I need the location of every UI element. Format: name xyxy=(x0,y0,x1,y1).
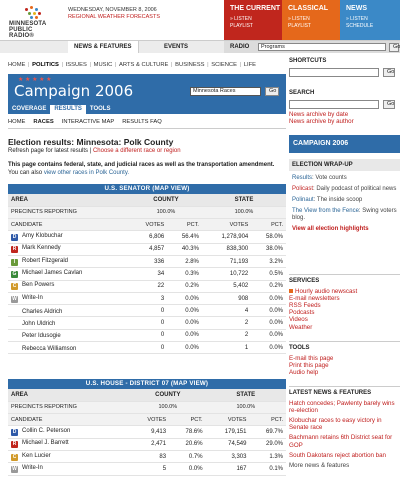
party-badge-icon xyxy=(11,344,18,351)
party-badge-icon: R xyxy=(12,246,17,253)
votes-header: VOTES xyxy=(202,219,251,231)
table-row xyxy=(8,219,286,231)
logo-text-line1: MINNESOTA xyxy=(9,21,47,27)
stream-title: CLASSICAL xyxy=(288,5,329,12)
choose-race-link[interactable]: Choose a different race or region xyxy=(92,148,181,154)
tools-link[interactable] xyxy=(289,362,400,369)
services-heading: SERVICES xyxy=(289,274,400,285)
state-pct: 0.0% xyxy=(251,305,286,317)
state-header: STATE xyxy=(202,194,286,206)
county-votes: 4,857 xyxy=(130,243,167,255)
candidate-name-cell xyxy=(8,463,130,475)
wrapup-text: : Vote counts xyxy=(312,175,347,181)
secnav-separator: | xyxy=(59,62,65,68)
state-votes: 2 xyxy=(202,317,251,329)
radio-label: RADIO xyxy=(230,44,250,50)
county-votes: 5 xyxy=(130,463,169,475)
county-votes: 22 xyxy=(130,280,167,292)
county-pct: 0.0% xyxy=(167,329,202,341)
county-votes: 3 xyxy=(130,292,167,304)
audio-icon xyxy=(289,289,293,293)
party-badge-icon: G xyxy=(12,270,17,277)
candidate-name-cell xyxy=(8,450,130,462)
county-pct: 78.6% xyxy=(169,426,205,438)
area-header: AREA xyxy=(8,389,130,401)
area-header: AREA xyxy=(8,194,130,206)
county-votes: 0 xyxy=(130,317,167,329)
races-select[interactable]: Minnesota Races xyxy=(190,87,261,96)
stream-news xyxy=(340,0,400,40)
subnav-interactive-map[interactable]: INTERACTIVE MAP xyxy=(61,119,115,125)
county-pct: 0.3% xyxy=(167,268,202,280)
secnav-item-politics[interactable]: POLITICS xyxy=(32,62,59,68)
candidate-name: Ben Powers xyxy=(22,282,55,289)
tools-link[interactable] xyxy=(289,355,400,362)
table-row xyxy=(8,414,286,426)
precincts-county: 100.0% xyxy=(130,206,202,218)
candidate-header: CANDIDATE xyxy=(8,219,130,231)
candidate-name: Write-In xyxy=(22,294,43,301)
race-title-link[interactable]: U.S. SENATOR (MAP VIEW) xyxy=(8,184,286,194)
candidate-name-cell xyxy=(8,243,130,255)
wrapup-link[interactable]: Results xyxy=(292,175,313,181)
state-pct: 0.2% xyxy=(251,280,286,292)
state-header: STATE xyxy=(206,389,286,401)
secnav-separator: | xyxy=(87,62,93,68)
party-badge-icon: W xyxy=(12,465,17,472)
precincts-label: PRECINCTS REPORTING xyxy=(8,206,130,218)
archive-by-author-link[interactable]: News archive by author xyxy=(289,118,354,126)
candidate-name: Charles Aldrich xyxy=(22,308,63,315)
candidate-name: Michael J. Barrett xyxy=(22,440,69,447)
candidate-name: John Uldrich xyxy=(22,321,56,328)
table-row xyxy=(8,438,286,450)
mpr-logo[interactable] xyxy=(9,6,59,39)
tab-tools[interactable]: TOOLS xyxy=(89,106,111,112)
results-subnav xyxy=(8,119,286,129)
wrapup-link[interactable]: Policast xyxy=(292,186,314,192)
candidate-name: Peter Idusogie xyxy=(22,333,61,340)
county-votes: 0 xyxy=(130,329,167,341)
latest-news-list xyxy=(289,400,400,459)
nav-events[interactable]: EVENTS xyxy=(164,44,189,50)
banner-title: Campaign 2006 xyxy=(14,82,134,100)
services-label: Videos xyxy=(289,316,308,324)
party-badge-icon: R xyxy=(12,441,17,448)
search-input[interactable] xyxy=(289,100,379,109)
candidate-name: Rebecca Williamson xyxy=(22,345,77,352)
county-header: COUNTY xyxy=(130,389,206,401)
secnav-separator: | xyxy=(169,62,175,68)
county-votes: 34 xyxy=(130,268,167,280)
candidate-name-cell xyxy=(8,342,130,354)
refresh-text: Refresh page for latest results xyxy=(8,148,89,154)
table-row xyxy=(8,305,286,317)
party-badge-icon: W xyxy=(12,295,17,302)
candidate-name-cell xyxy=(8,292,130,304)
latest-news-item[interactable]: Hatch concedes; Pawlenty barely wins re-election xyxy=(289,400,395,415)
wrapup-item xyxy=(292,208,398,222)
page-title: Election results: Minnesota: Polk County xyxy=(8,137,174,147)
intro-paragraph xyxy=(8,161,286,177)
table-row xyxy=(8,206,286,218)
site-header xyxy=(0,0,400,40)
refresh-line xyxy=(8,148,181,154)
county-votes: 336 xyxy=(130,255,167,267)
wrapup-heading: ELECTION WRAP-UP xyxy=(289,159,400,171)
shortcuts-go-button[interactable]: Go xyxy=(383,68,395,77)
section-nav xyxy=(8,62,286,68)
state-votes: 1,278,904 xyxy=(202,231,251,243)
state-pct: 0.0% xyxy=(251,317,286,329)
wrapup-item xyxy=(292,175,398,182)
state-pct: 0.0% xyxy=(251,329,286,341)
state-pct: 0.0% xyxy=(251,292,286,304)
right-sidebar xyxy=(289,58,400,469)
county-pct: 0.0% xyxy=(169,463,205,475)
tab-results[interactable]: RESULTS xyxy=(50,105,86,114)
weather-forecast-link[interactable]: REGIONAL WEATHER FORECASTS xyxy=(68,14,160,20)
party-badge-icon: I xyxy=(11,259,18,266)
state-pct: 38.0% xyxy=(251,243,286,255)
services-link[interactable] xyxy=(289,316,400,323)
table-row xyxy=(8,401,286,413)
more-news-link[interactable]: More news & features xyxy=(289,461,350,469)
table-row xyxy=(8,268,286,280)
shortcuts-select[interactable] xyxy=(289,68,379,77)
services-label: Hourly audio newscast xyxy=(295,288,358,296)
latest-news-item[interactable]: Klobuchar races to easy victory in Senate race xyxy=(289,417,382,432)
refresh-separator: | xyxy=(88,148,93,154)
race-title-link[interactable]: U.S. HOUSE - DISTRICT 07 (MAP VIEW) xyxy=(8,379,286,389)
table-row xyxy=(8,389,286,401)
county-votes: 0 xyxy=(130,342,167,354)
race-us-house-07 xyxy=(8,379,286,476)
candidate-name: Amy Klobuchar xyxy=(22,233,63,240)
party-badge-icon: C xyxy=(12,453,17,460)
state-votes: 71,193 xyxy=(202,255,251,267)
results-table xyxy=(8,194,286,354)
state-pct: 29.0% xyxy=(249,438,286,450)
tools-section xyxy=(289,341,400,376)
races-go-button[interactable]: Go xyxy=(265,87,279,96)
latest-news-item[interactable]: Bachmann retains 6th District seat for GOP xyxy=(289,434,393,449)
tools-label: Audio help xyxy=(289,369,319,377)
pct-header: PCT. xyxy=(169,414,205,426)
intro-text: You can also xyxy=(8,170,44,176)
wrapup-item xyxy=(292,186,398,193)
logo-registered-mark: ® xyxy=(29,33,34,39)
wrapup-text: : Daily podcast of political news xyxy=(313,186,397,192)
table-row xyxy=(8,231,286,243)
state-votes: 908 xyxy=(202,292,251,304)
services-link[interactable] xyxy=(289,288,400,295)
precincts-label: PRECINCTS REPORTING xyxy=(8,401,130,413)
campaign-banner xyxy=(8,74,286,114)
search-links xyxy=(289,111,354,125)
precincts-county: 100.0% xyxy=(130,401,206,413)
county-votes: 83 xyxy=(130,450,169,462)
county-pct: 0.0% xyxy=(167,342,202,354)
stream-classical xyxy=(282,0,340,40)
votes-header: VOTES xyxy=(130,414,169,426)
pct-header: PCT. xyxy=(251,219,286,231)
party-badge-icon xyxy=(11,331,18,338)
services-link[interactable] xyxy=(289,302,400,309)
archive-by-date-link[interactable]: News archive by date xyxy=(289,111,349,118)
services-label: Podcasts xyxy=(289,309,315,317)
campaign-2006-box[interactable] xyxy=(289,135,400,153)
party-badge-icon xyxy=(11,307,18,314)
secnav-item-science[interactable]: SCIENCE xyxy=(211,62,237,68)
party-badge-icon xyxy=(11,319,18,326)
state-votes: 2 xyxy=(202,329,251,341)
state-pct: 0.5% xyxy=(251,268,286,280)
secnav-item-issues[interactable]: ISSUES xyxy=(65,62,87,68)
state-pct: 0.0% xyxy=(251,342,286,354)
table-row xyxy=(8,329,286,341)
tools-link[interactable] xyxy=(289,369,400,376)
view-all-highlights-link[interactable]: View all election highlights xyxy=(292,226,369,232)
state-votes: 838,300 xyxy=(202,243,251,255)
county-votes: 2,471 xyxy=(130,438,169,450)
latest-news-section xyxy=(289,386,400,469)
schedule-link[interactable]: SCHEDULE xyxy=(346,22,374,29)
votes-header: VOTES xyxy=(206,414,250,426)
candidate-name-cell xyxy=(8,280,130,292)
stream-the-current xyxy=(224,0,282,40)
secnav-separator: | xyxy=(205,62,211,68)
services-label: Weather xyxy=(289,323,313,331)
secnav-item-arts-culture[interactable]: ARTS & CULTURE xyxy=(119,62,169,68)
table-row xyxy=(8,426,286,438)
secnav-separator: | xyxy=(113,62,119,68)
secnav-item-home[interactable]: HOME xyxy=(8,62,26,68)
table-row xyxy=(8,450,286,462)
radio-bar xyxy=(224,41,400,53)
listen-link[interactable]: » LISTEN xyxy=(288,16,310,22)
candidate-name-cell xyxy=(8,305,130,317)
secnav-separator: | xyxy=(26,62,32,68)
banner-tabs xyxy=(8,105,114,114)
state-votes: 179,151 xyxy=(206,426,250,438)
tools-label: Print this page xyxy=(289,362,329,370)
candidate-name-cell xyxy=(8,438,130,450)
county-pct: 0.2% xyxy=(167,280,202,292)
secnav-item-life[interactable]: LIFE xyxy=(243,62,256,68)
radio-go-button[interactable]: Go xyxy=(389,43,399,52)
table-row xyxy=(8,292,286,304)
subnav-results-faq[interactable]: RESULTS FAQ xyxy=(122,119,162,125)
race-us-senator xyxy=(8,184,286,354)
table-row xyxy=(8,342,286,354)
state-votes: 5,402 xyxy=(202,280,251,292)
services-label: E-mail newsletters xyxy=(289,295,340,303)
intro-bold: This page contains federal, state, and judicial races as well as the transportation amendment. xyxy=(8,162,275,168)
county-pct: 0.0% xyxy=(167,317,202,329)
candidate-name-cell xyxy=(8,255,130,267)
county-votes: 9,413 xyxy=(130,426,169,438)
services-link[interactable] xyxy=(289,324,400,331)
wrapup-link[interactable]: The View from the Fence xyxy=(292,208,359,214)
candidate-name: Collin C. Peterson xyxy=(22,428,71,435)
tools-list xyxy=(289,355,400,376)
candidate-name-cell xyxy=(8,426,130,438)
candidate-name-cell xyxy=(8,329,130,341)
county-pct: 2.8% xyxy=(167,255,202,267)
county-pct: 56.4% xyxy=(167,231,202,243)
secnav-item-music[interactable]: MUSIC xyxy=(93,62,113,68)
nav-news-features[interactable]: NEWS & FEATURES xyxy=(68,41,139,53)
state-pct: 0.1% xyxy=(249,463,286,475)
table-row xyxy=(8,317,286,329)
candidate-name: Ken Lucier xyxy=(22,452,51,459)
radio-programs-select[interactable]: Programs xyxy=(258,43,386,51)
dateline: WEDNESDAY, NOVEMBER 8, 2006 xyxy=(68,7,157,13)
latest-news-heading: LATEST NEWS & FEATURES xyxy=(289,386,400,397)
services-link[interactable] xyxy=(289,309,400,316)
table-row xyxy=(8,280,286,292)
tools-heading: TOOLS xyxy=(289,341,400,352)
state-votes: 167 xyxy=(206,463,250,475)
services-label: RSS Feeds xyxy=(289,302,321,310)
county-pct: 0.7% xyxy=(169,450,205,462)
state-votes: 4 xyxy=(202,305,251,317)
pct-header: PCT. xyxy=(167,219,202,231)
table-row xyxy=(8,194,286,206)
pct-header: PCT. xyxy=(249,414,286,426)
county-pct: 40.3% xyxy=(167,243,202,255)
state-votes: 3,303 xyxy=(206,450,250,462)
county-pct: 20.6% xyxy=(169,438,205,450)
candidate-name-cell xyxy=(8,317,130,329)
services-section xyxy=(289,274,400,331)
precincts-state: 100.0% xyxy=(202,206,286,218)
stream-title: THE CURRENT xyxy=(230,5,281,12)
top-navbar xyxy=(0,40,400,53)
wrapup-list xyxy=(292,175,398,233)
search-go-button[interactable]: Go xyxy=(383,100,395,109)
county-votes: 6,806 xyxy=(130,231,167,243)
subnav-home[interactable]: HOME xyxy=(8,119,26,125)
listen-link[interactable]: » LISTEN xyxy=(346,16,368,22)
votes-header: VOTES xyxy=(130,219,167,231)
services-link[interactable] xyxy=(289,295,400,302)
county-pct: 0.0% xyxy=(167,292,202,304)
precincts-state: 100.0% xyxy=(206,401,286,413)
candidate-name-cell xyxy=(8,268,130,280)
logo-dots-icon xyxy=(25,6,45,20)
secnav-item-business[interactable]: BUSINESS xyxy=(175,62,205,68)
table-row xyxy=(8,255,286,267)
services-list xyxy=(289,288,400,331)
stars-decoration-icon: ★ ★ ★ ★ ★ xyxy=(18,77,52,83)
search-heading: SEARCH xyxy=(289,90,315,96)
candidate-header: CANDIDATE xyxy=(8,414,130,426)
state-pct: 69.7% xyxy=(249,426,286,438)
tab-coverage[interactable]: COVERAGE xyxy=(12,106,47,112)
candidate-name: Write-In xyxy=(22,464,43,471)
candidate-name-cell xyxy=(8,231,130,243)
campaign-box-title: CAMPAIGN 2006 xyxy=(293,140,349,147)
candidate-name: Mark Kennedy xyxy=(22,245,61,252)
shortcuts-heading: SHORTCUTS xyxy=(289,58,327,64)
state-pct: 58.0% xyxy=(251,231,286,243)
party-badge-icon: D xyxy=(12,429,17,436)
table-row xyxy=(8,463,286,475)
state-votes: 1 xyxy=(202,342,251,354)
county-votes: 0 xyxy=(130,305,167,317)
table-row xyxy=(8,243,286,255)
wrapup-text: : The inside scoop xyxy=(313,197,363,203)
candidate-name: Robert Fitzgerald xyxy=(22,257,69,264)
wrapup-item xyxy=(292,197,398,204)
subnav-races[interactable]: RACES xyxy=(33,119,54,125)
state-votes: 74,549 xyxy=(206,438,250,450)
county-pct: 0.0% xyxy=(167,305,202,317)
playlist-link[interactable]: PLAYLIST xyxy=(288,22,311,29)
playlist-link[interactable]: PLAYLIST xyxy=(230,22,253,29)
latest-news-item[interactable]: South Dakotans reject abortion ban xyxy=(289,451,386,459)
listen-link[interactable]: » LISTEN xyxy=(230,16,252,22)
secnav-separator: | xyxy=(238,62,243,68)
results-table xyxy=(8,389,286,476)
state-pct: 3.2% xyxy=(251,255,286,267)
stream-title: NEWS xyxy=(346,5,367,12)
wrapup-link[interactable]: Polinaut xyxy=(292,197,314,203)
view-other-races-link[interactable]: view other races in Polk County. xyxy=(43,170,130,176)
wrapup-text: : Swing voters blog. xyxy=(292,208,397,221)
candidate-name: Michael James Cavlan xyxy=(22,269,83,276)
state-votes: 10,722 xyxy=(202,268,251,280)
party-badge-icon: D xyxy=(12,234,17,241)
tools-label: E-mail this page xyxy=(289,355,334,363)
logo-text-line2: PUBLIC RADIO xyxy=(9,27,33,39)
party-badge-icon: C xyxy=(12,283,17,290)
state-pct: 1.3% xyxy=(249,450,286,462)
county-header: COUNTY xyxy=(130,194,202,206)
